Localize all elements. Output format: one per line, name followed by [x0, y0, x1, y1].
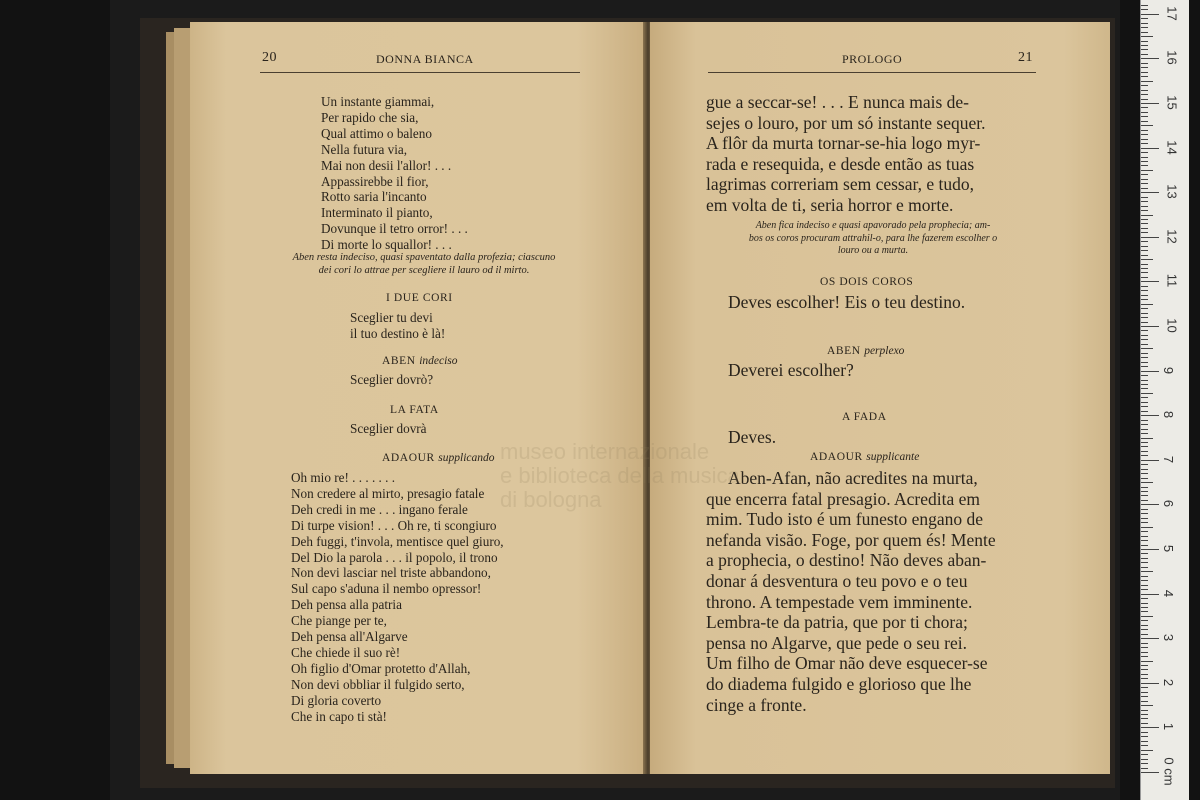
measurement-ruler: [1140, 0, 1189, 800]
ruler-tick: [1141, 594, 1159, 595]
ruler-tick: [1141, 250, 1148, 251]
ruler-tick: [1141, 366, 1148, 367]
ruler-tick: [1141, 197, 1148, 198]
ruler-tick: [1141, 112, 1148, 113]
ruler-tick: [1141, 558, 1148, 559]
ruler-tick: [1141, 772, 1159, 773]
ruler-tick: [1141, 611, 1148, 612]
prose-line: sejes o louro, por um só instante sequer.: [706, 112, 986, 133]
verse-line: Sul capo s'aduna il nembo opressor!: [291, 581, 482, 597]
prose-line: donar á desventura o teu povo e o teu: [706, 570, 968, 591]
ruler-label: 0 cm: [1161, 757, 1177, 786]
prose-line: lagrimas correriam sem cessar, e tudo,: [706, 174, 975, 195]
ruler-tick: [1141, 67, 1148, 68]
ruler-tick: [1141, 643, 1148, 644]
left-page-number: 20: [262, 50, 277, 65]
ruler-tick: [1141, 201, 1148, 202]
ruler-tick: [1141, 402, 1148, 403]
ruler-tick: [1141, 362, 1148, 363]
ruler-tick: [1141, 620, 1148, 621]
prose-line: a prophecia, o destino! Não deves aban-: [706, 550, 987, 571]
ruler-tick: [1141, 277, 1148, 278]
ruler-tick: [1141, 161, 1148, 162]
ruler-tick: [1141, 72, 1148, 73]
ruler-tick: [1141, 727, 1159, 728]
ruler-tick: [1141, 375, 1148, 376]
ruler-tick: [1141, 393, 1153, 394]
ruler-tick: [1141, 424, 1148, 425]
ruler-tick: [1141, 504, 1159, 505]
ruler-tick: [1141, 696, 1148, 697]
ruler-label: 1: [1161, 723, 1177, 731]
ruler-tick: [1141, 388, 1148, 389]
ruler-tick: [1141, 54, 1148, 55]
ruler-tick: [1141, 545, 1148, 546]
ruler-tick: [1141, 139, 1148, 140]
verse-line: Non credere al mirto, presagio fatale: [291, 485, 485, 501]
ruler-tick: [1141, 339, 1148, 340]
ruler-tick: [1141, 304, 1153, 305]
ruler-tick: [1141, 598, 1148, 599]
ruler-tick: [1141, 406, 1148, 407]
prose-line: Aben-Afan, não acredites na murta,: [728, 468, 978, 488]
ruler-tick: [1141, 603, 1148, 604]
ruler-tick: [1141, 148, 1159, 149]
stage-direction: perplexo: [864, 345, 905, 357]
ruler-tick: [1141, 540, 1148, 541]
ruler-tick: [1141, 125, 1153, 126]
ruler-label: 6: [1161, 500, 1177, 508]
ruler-tick: [1141, 290, 1148, 291]
ruler-tick: [1141, 763, 1148, 764]
ruler-tick: [1141, 732, 1148, 733]
ruler-tick: [1141, 223, 1148, 224]
ruler-tick: [1141, 629, 1148, 630]
ruler-tick: [1141, 509, 1148, 510]
verse-line: Deh fuggi, t'invola, mentisce quel giuro,: [291, 533, 504, 549]
stage-direction: indeciso: [419, 355, 458, 367]
ruler-tick: [1141, 455, 1148, 456]
ruler-tick: [1141, 482, 1153, 483]
verse-line: Dovunque il tetro orror! . . .: [321, 221, 468, 237]
ruler-tick: [1141, 94, 1148, 95]
ruler-tick: [1141, 308, 1148, 309]
ruler-tick: [1141, 165, 1148, 166]
ruler-tick: [1141, 567, 1148, 568]
ruler-tick: [1141, 433, 1148, 434]
verse-line: Per rapido che sia,: [321, 109, 419, 125]
ruler-tick: [1141, 90, 1148, 91]
speaker-la-fata: LA FATA: [390, 404, 439, 416]
ruler-tick: [1141, 85, 1148, 86]
ruler-tick: [1141, 442, 1148, 443]
ruler-tick: [1141, 49, 1148, 50]
ruler-tick: [1141, 183, 1148, 184]
ruler-tick: [1141, 678, 1148, 679]
ruler-tick: [1141, 215, 1153, 216]
ruler-tick: [1141, 714, 1148, 715]
verse-line: Non devi lasciar nel triste abbandono,: [291, 565, 491, 581]
ruler-tick: [1141, 157, 1148, 158]
ruler-tick: [1141, 759, 1148, 760]
ruler-tick: [1141, 27, 1148, 28]
verse-line: Di morte lo squallor! . . .: [321, 237, 452, 253]
ruler-tick: [1141, 330, 1148, 331]
ruler-label: 4: [1161, 589, 1177, 597]
ruler-tick: [1141, 259, 1153, 260]
speaker-adaour: ADAOUR supplicando: [382, 452, 495, 464]
ruler-tick: [1141, 625, 1148, 626]
prose-line: do diadema fulgido e glorioso que lhe: [706, 673, 972, 694]
right-page: [650, 22, 1110, 774]
verse-line: Interminato il pianto,: [321, 205, 433, 221]
ruler-tick: [1141, 692, 1148, 693]
speaker-i-due-cori: I DUE CORI: [386, 292, 453, 304]
prose-block-2: [706, 468, 996, 715]
ruler-label: 14: [1164, 139, 1180, 155]
ruler-tick: [1141, 103, 1159, 104]
ruler-tick: [1141, 580, 1148, 581]
speaker-aben: ABEN perplexo: [827, 345, 905, 357]
ruler-tick: [1141, 121, 1148, 122]
ruler-tick: [1141, 701, 1148, 702]
verse-block-5: [291, 470, 504, 725]
stage-direction: supplicando: [438, 452, 495, 464]
left-header-rule: [260, 72, 580, 73]
ruler-tick: [1141, 661, 1153, 662]
ruler-label: 12: [1164, 229, 1180, 244]
ruler-tick: [1141, 500, 1148, 501]
ruler-tick: [1141, 473, 1148, 474]
ruler-tick: [1141, 446, 1148, 447]
verse-line: Qual attimo o baleno: [321, 125, 432, 141]
verse-line: Appassirebbe il fior,: [321, 173, 429, 189]
ruler-tick: [1141, 192, 1159, 193]
prose-line: Lembra-te da patria, que por ti chora;: [706, 612, 968, 633]
ruler-tick: [1141, 634, 1148, 635]
stage-direction: supplicante: [866, 451, 920, 463]
ruler-tick: [1141, 255, 1148, 256]
right-running-head: PROLOGO: [842, 52, 903, 66]
ruler-tick: [1141, 464, 1148, 465]
ruler-tick: [1141, 45, 1148, 46]
stage-direction-1: Aben fica indeciso e quasi apavorado pela prophecia; am- bos os coros procuram attrahil-o, para lhe fazerem escolher o louro ou a murta.: [748, 220, 998, 256]
speaker-aben: ABEN indeciso: [382, 355, 458, 367]
ruler-label: 13: [1164, 184, 1180, 199]
prose-line: throno. A tempestade vem imminente.: [706, 591, 973, 612]
left-page: [190, 22, 645, 774]
ruler-tick: [1141, 152, 1148, 153]
ruler-tick: [1141, 206, 1148, 207]
prose-line: rada e resequida, e desde então as tuas: [706, 153, 975, 174]
ruler-tick: [1141, 272, 1148, 273]
ruler-tick: [1141, 571, 1153, 572]
ruler-tick: [1141, 652, 1148, 653]
ruler-label: 5: [1161, 544, 1177, 553]
ruler-tick: [1141, 371, 1159, 372]
dialogue-line: Deverei escolher?: [728, 360, 854, 380]
ruler-tick: [1141, 286, 1148, 287]
ruler-tick: [1141, 585, 1148, 586]
verse-line: Del Dio la parola . . . il popolo, il trono: [291, 549, 498, 565]
ruler-label: 16: [1164, 50, 1180, 66]
ruler-tick: [1141, 562, 1148, 563]
ruler-tick: [1141, 268, 1148, 269]
ruler-tick: [1141, 335, 1148, 336]
ruler-tick: [1141, 429, 1148, 430]
right-page-number: 21: [1018, 50, 1033, 65]
prose-line: A flôr da murta tornar-se-hia logo myr-: [706, 133, 981, 154]
ruler-tick: [1141, 143, 1148, 144]
verse-block-1: [321, 94, 468, 253]
right-header-rule: [708, 72, 1036, 73]
left-running-head: DONNA BIANCA: [376, 52, 474, 66]
ruler-tick: [1141, 32, 1148, 33]
ruler-tick: [1141, 188, 1148, 189]
verse-line: Sceglier tu devi: [350, 310, 433, 325]
verse-line: Nella futura via,: [321, 141, 408, 157]
ruler-tick: [1141, 768, 1148, 769]
ruler-tick: [1141, 438, 1153, 439]
ruler-tick: [1141, 281, 1159, 282]
ruler-tick: [1141, 23, 1148, 24]
verse-line: Deh pensa all'Algarve: [291, 629, 408, 645]
ruler-tick: [1141, 665, 1148, 666]
ruler-tick: [1141, 710, 1148, 711]
ruler-tick: [1141, 576, 1148, 577]
prose-line: mim. Tudo isto é um funesto engano de: [706, 509, 984, 530]
ruler-tick: [1141, 299, 1148, 300]
ruler-tick: [1141, 41, 1148, 42]
ruler-tick: [1141, 219, 1148, 220]
ruler-tick: [1141, 232, 1148, 233]
ruler-tick: [1141, 174, 1148, 175]
ruler-tick: [1141, 134, 1148, 135]
verse-line: Sceglier dovrà: [350, 421, 427, 436]
ruler-tick: [1141, 322, 1148, 323]
ruler-tick: [1141, 469, 1148, 470]
speaker-os-dois-coros: OS DOIS COROS: [820, 276, 914, 288]
ruler-tick: [1141, 718, 1148, 719]
ruler-tick: [1141, 246, 1148, 247]
ruler-tick: [1141, 326, 1159, 327]
ruler-tick: [1141, 736, 1148, 737]
prose-line: Um filho de Omar não deve esquecer-se: [706, 653, 988, 674]
ruler-tick: [1141, 420, 1148, 421]
ruler-tick: [1141, 36, 1153, 37]
prose-line: que encerra fatal presagio. Acredita em: [706, 488, 981, 509]
ruler-tick: [1141, 241, 1148, 242]
ruler-tick: [1141, 674, 1148, 675]
ruler-tick: [1141, 228, 1148, 229]
verse-line: Un instante giammai,: [321, 94, 435, 109]
ruler-tick: [1141, 18, 1148, 19]
ruler-tick: [1141, 687, 1148, 688]
prose-line: gue a seccar-se! . . . E nunca mais de-: [706, 92, 969, 112]
ruler-tick: [1141, 380, 1148, 381]
ruler-tick: [1141, 58, 1159, 59]
ruler-tick: [1141, 531, 1148, 532]
ruler-tick: [1141, 210, 1148, 211]
ruler-tick: [1141, 589, 1148, 590]
speaker-a-fada: A FADA: [842, 411, 887, 423]
verse-line: Deh pensa alla patria: [291, 597, 402, 613]
ruler-tick: [1141, 415, 1159, 416]
ruler-tick: [1141, 357, 1148, 358]
ruler-tick: [1141, 344, 1148, 345]
stage-direction-1: Aben resta indeciso, quasi spaventato dalla profezia; ciascuno dei cori lo attrae per scegliere il lauro od il mirto.: [292, 252, 556, 276]
ruler-tick: [1141, 616, 1153, 617]
library-watermark: museo internazionale e biblioteca della musica di bologna: [500, 439, 740, 512]
ruler-tick: [1141, 348, 1153, 349]
ruler-tick: [1141, 264, 1148, 265]
ruler-tick: [1141, 107, 1148, 108]
ruler-tick: [1141, 384, 1148, 385]
ruler-tick: [1141, 237, 1159, 238]
ruler-tick: [1141, 9, 1148, 10]
ruler-tick: [1141, 478, 1148, 479]
ruler-tick: [1141, 5, 1148, 6]
ruler-tick: [1141, 451, 1148, 452]
ruler-tick: [1141, 491, 1148, 492]
prose-line: cinge a fronte.: [706, 694, 807, 715]
verse-line: Di gloria coverto: [291, 692, 382, 708]
ruler-tick: [1141, 495, 1148, 496]
ruler-tick: [1141, 460, 1159, 461]
verse-line: il tuo destino è là!: [350, 325, 446, 341]
ruler-tick: [1141, 527, 1153, 528]
ruler-tick: [1141, 170, 1153, 171]
ruler-tick: [1141, 750, 1153, 751]
prose-line: pensa no Algarve, que pede o seu rei.: [706, 632, 967, 653]
ruler-tick: [1141, 723, 1148, 724]
dialogue-line: Deves escolher! Eis o teu destino.: [728, 292, 966, 312]
ruler-label: 8: [1161, 411, 1177, 419]
ruler-tick: [1141, 63, 1148, 64]
speaker-adaour: ADAOUR supplicante: [810, 451, 920, 463]
ruler-tick: [1141, 313, 1148, 314]
verse-line: Oh mio re! . . . . . . .: [291, 470, 396, 485]
ruler-tick: [1141, 647, 1148, 648]
ruler-label: 17: [1164, 6, 1180, 21]
ruler-label: 9: [1161, 366, 1177, 374]
verse-line: Rotto saria l'incanto: [321, 189, 427, 205]
verse-line: Non devi obbliar il fulgido serto,: [291, 676, 465, 692]
ruler-tick: [1141, 553, 1148, 554]
ruler-tick: [1141, 656, 1148, 657]
ruler-tick: [1141, 705, 1153, 706]
ruler-tick: [1141, 536, 1148, 537]
verse-line: Deh credi in me . . . ingano ferale: [291, 501, 468, 517]
ruler-tick: [1141, 754, 1148, 755]
ruler-tick: [1141, 116, 1148, 117]
ruler-tick: [1141, 487, 1148, 488]
ruler-tick: [1141, 683, 1159, 684]
ruler-tick: [1141, 745, 1148, 746]
ruler-tick: [1141, 130, 1148, 131]
verse-line: Sceglier dovrò?: [350, 372, 434, 387]
ruler-label: 10: [1164, 318, 1180, 333]
verse-line: Oh figlio d'Omar protetto d'Allah,: [291, 660, 471, 676]
ruler-tick: [1141, 411, 1148, 412]
ruler-tick: [1141, 513, 1148, 514]
ruler-tick: [1141, 317, 1148, 318]
ruler-tick: [1141, 638, 1159, 639]
ruler-tick: [1141, 99, 1148, 100]
ruler-tick: [1141, 179, 1148, 180]
ruler-tick: [1141, 522, 1148, 523]
ruler-label: 15: [1164, 95, 1180, 110]
ruler-tick: [1141, 518, 1148, 519]
ruler-label: 11: [1164, 274, 1180, 288]
dialogue-line: Deves.: [728, 427, 777, 447]
verse-line: Che chiede il suo rè!: [291, 644, 401, 660]
ruler-label: 2: [1161, 678, 1177, 686]
ruler-tick: [1141, 741, 1148, 742]
ruler-tick: [1141, 669, 1148, 670]
ruler-label: 7: [1161, 455, 1177, 463]
ruler-tick: [1141, 76, 1148, 77]
verse-line: Di turpe vision! . . . Oh re, ti scongiuro: [291, 517, 497, 533]
prose-line: nefanda visão. Foge, por quem és! Mente: [706, 529, 996, 550]
ruler-tick: [1141, 295, 1148, 296]
ruler-tick: [1141, 549, 1159, 550]
verse-line: Che piange per te,: [291, 613, 387, 629]
ruler-tick: [1141, 397, 1148, 398]
prose-line: em volta de ti, seria horror e morte.: [706, 194, 954, 215]
ruler-tick: [1141, 81, 1153, 82]
verse-block-2: [350, 310, 445, 342]
verse-line: Mai non desii l'allor! . . .: [321, 157, 452, 173]
ruler-tick: [1141, 607, 1148, 608]
prose-block-1: [706, 92, 985, 216]
ruler-tick: [1141, 353, 1148, 354]
ruler-tick: [1141, 14, 1159, 15]
verse-line: Che in capo ti stà!: [291, 708, 387, 724]
ruler-label: 3: [1161, 634, 1177, 642]
